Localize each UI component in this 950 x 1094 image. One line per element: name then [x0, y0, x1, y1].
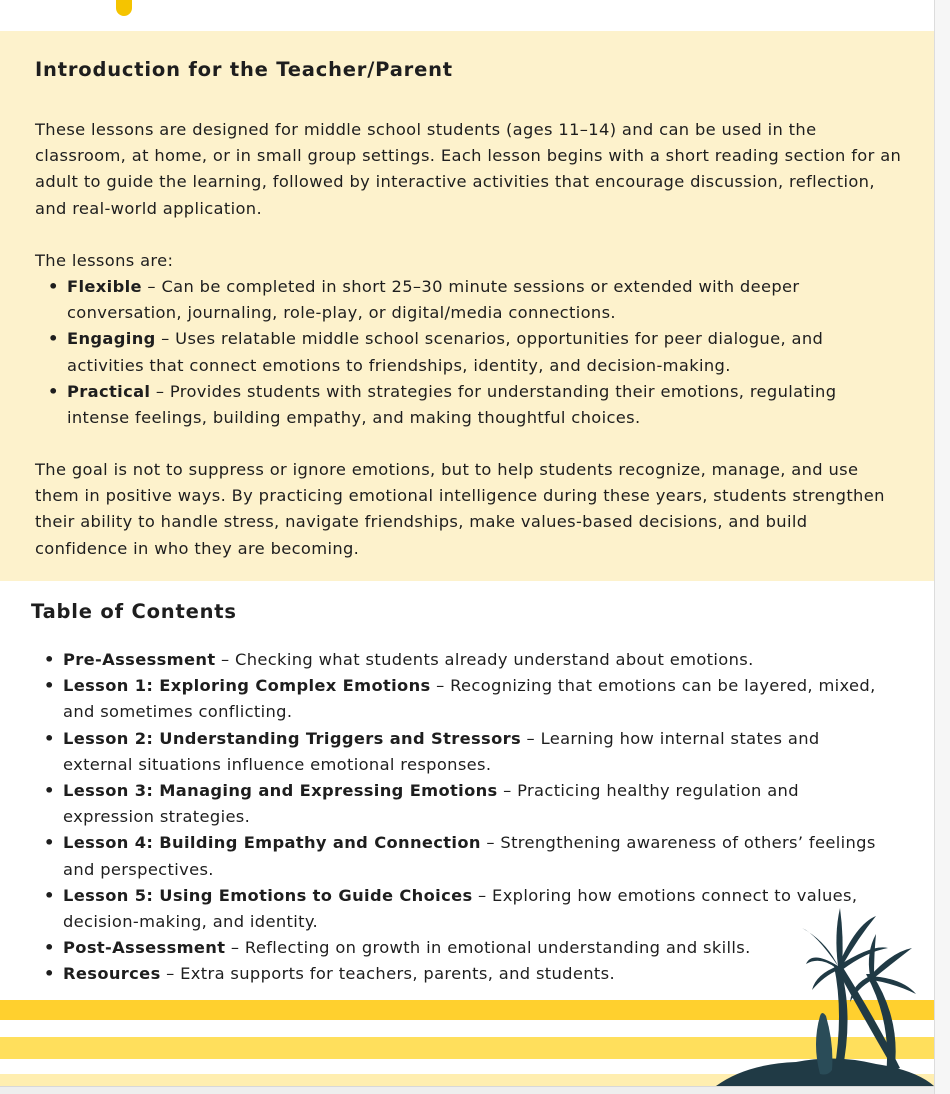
- toc-description: – Recognizing that emotions can be layered, mixed, and sometimes conflicting.: [63, 676, 876, 722]
- toc-description: – Practicing healthy regulation and expression strategies.: [63, 781, 799, 827]
- feature-item-flexible: [35, 274, 895, 326]
- surfboard-icon: [816, 1013, 832, 1075]
- feature-description: – Can be completed in short 25–30 minute sessions or extended with deeper conversation, journaling, role-play, or digital/media connections.: [67, 277, 800, 323]
- toc-description: – Extra supports for teachers, parents, and students.: [160, 964, 615, 984]
- toc-title: Table of Contents: [31, 600, 237, 623]
- feature-description: – Provides students with strategies for understanding their emotions, regulating intense feelings, building empathy, and making thoughtful choices.: [67, 381, 837, 428]
- scrollbar-track[interactable]: [934, 0, 950, 1094]
- toc-description: – Strengthening awareness of others’ feelings and perspectives.: [63, 833, 876, 879]
- feature-term: Engaging: [67, 329, 156, 349]
- top-decoration: [116, 0, 132, 16]
- feature-description: – Uses relatable middle school scenarios, opportunities for peer dialogue, and activities that connect emotions to friendships, identity, and decision-making.: [67, 329, 824, 375]
- toc-term: Lesson 4: Building Empathy and Connection: [63, 833, 481, 853]
- toc-term: Resources: [63, 964, 161, 984]
- toc-term: Lesson 1: Exploring Complex Emotions: [63, 676, 431, 696]
- toc-term: Lesson 3: Managing and Expressing Emotions: [63, 781, 498, 801]
- toc-term: Pre-Assessment: [63, 650, 216, 669]
- toc-item-pre-assessment: [31, 647, 891, 673]
- toc-item-lesson-2: [31, 726, 891, 778]
- feature-item-engaging: [35, 326, 895, 378]
- toc-description: – Checking what students already understand about emotions.: [215, 650, 754, 669]
- intro-paragraph-1: These lessons are designed for middle school students (ages 11–14) and can be used in the classroom, at home, or in small group settings. Each lesson begins with a short reading section for an adult to guide the learning, followed by interactive activities that encourage discussion, reflection, and real-world application.: [35, 120, 902, 218]
- toc-item-lesson-1: [31, 673, 891, 725]
- page-bottom-edge: [0, 1086, 934, 1094]
- toc-description: – Learning how internal states and external situations influence emotional responses.: [63, 728, 820, 774]
- intro-paragraph-2: The goal is not to suppress or ignore emotions, but to help students recognize, manage, and use them in positive ways. By practicing emotional intelligence during these years, students strengthen their ability to handle stress, navigate friendships, make values-based decisions, and build confidence in who they are becoming.: [35, 460, 885, 558]
- toc-term: Lesson 2: Understanding Triggers and Stressors: [63, 728, 522, 748]
- toc-description: – Reflecting on growth in emotional understanding and skills.: [225, 938, 751, 958]
- palm-trees-icon: [716, 904, 934, 1086]
- feature-term: Flexible: [67, 277, 142, 296]
- feature-item-practical: [35, 379, 895, 431]
- feature-list: [35, 274, 895, 431]
- toc-item-lesson-4: [31, 830, 891, 882]
- lessons-label: The lessons are:: [35, 251, 174, 270]
- toc-description: – Exploring how emotions connect to values, decision-making, and identity.: [63, 885, 858, 932]
- intro-title: Introduction for the Teacher/Parent: [35, 58, 453, 81]
- toc-term: Post-Assessment: [63, 938, 226, 958]
- toc-item-lesson-3: [31, 778, 891, 830]
- feature-term: Practical: [67, 381, 151, 401]
- toc-term: Lesson 5: Using Emotions to Guide Choices: [63, 885, 473, 905]
